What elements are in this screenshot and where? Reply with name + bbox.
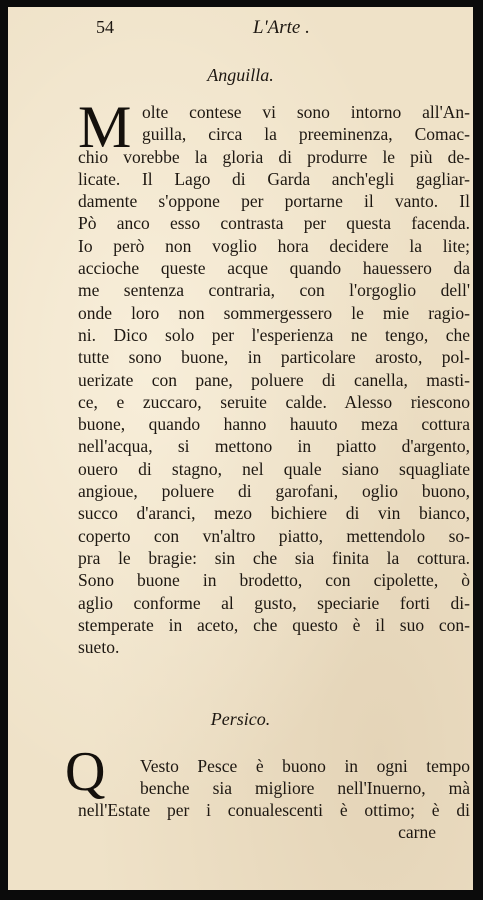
text-line: uerizate con pane, poluere di canella, masti-	[78, 369, 470, 390]
text-line: pra le bragie: sin che sia finita la cottura.	[78, 547, 470, 568]
paragraph-anguilla	[78, 101, 470, 658]
text-line: accioche queste acque quando hauessero da	[78, 258, 470, 279]
text-line: licate. Il Lago di Garda anch'egli gagliar-	[78, 168, 470, 189]
text-line: ni. Dico solo per l'esperienza ne tengo, che	[78, 324, 470, 345]
section-title-anguilla: Anguilla.	[207, 65, 274, 85]
text-line: angioue, poluere di garofani, oglio buono,	[78, 481, 470, 502]
text-line: Io però non voglio hora decidere la lite;	[78, 235, 470, 256]
text-line: coperto con vn'altro piatto, mettendolo so-	[78, 525, 470, 546]
text-line: guilla, circa la preeminenza, Comac-	[142, 124, 470, 145]
running-head: L'Arte .	[253, 17, 310, 38]
section-title-persico: Persico.	[210, 709, 271, 729]
text-line: me sentenza contraria, con l'orgoglio dell'	[78, 280, 470, 301]
text-line: onde loro non sommergessero le mie ragio-	[78, 302, 470, 323]
text-line: benche sia migliore nell'Inuerno, mà	[140, 778, 470, 798]
text-line: stemperate in aceto, che questo è il suo con-	[78, 614, 470, 635]
text-line: chio vorebbe la gloria di produrre le più de-	[78, 146, 470, 167]
text-line: Sono buone in brodetto, con cipolette, ò	[78, 570, 470, 591]
page-header	[8, 17, 473, 41]
drop-cap-q: Q	[65, 741, 106, 803]
text-line: buone, quando hanno hauuto meza cottura	[78, 414, 470, 435]
text-line: olte contese vi sono intorno all'An-	[142, 102, 470, 122]
text-line: ouero di stagno, nel quale siano squagliate	[78, 458, 470, 479]
text-line: succo d'aranci, mezo bichiere di vin bianco,	[78, 503, 470, 524]
book-page	[8, 7, 473, 890]
catchword: carne	[398, 822, 436, 842]
text-line: tutte sono buone, in particolare arosto, pol-	[78, 347, 470, 368]
drop-cap-m: M	[78, 94, 132, 160]
text-line: sueto.	[78, 637, 120, 658]
text-line: aglio conforme al gusto, speciarie forti di-	[78, 592, 470, 613]
text-line: Pò anco esso contrasta per questa facenda.	[78, 213, 470, 234]
page-number: 54	[96, 17, 114, 37]
text-line: ce, e zuccaro, seruite calde. Alesso riescono	[78, 391, 470, 412]
text-line: nell'Estate per i conualescenti è ottimo; è di	[78, 800, 470, 820]
paragraph-persico	[78, 755, 470, 843]
text-line: nell'acqua, si mettono in piatto d'argento,	[78, 436, 470, 457]
text-line: damente s'oppone per portarne il vanto. Il	[78, 191, 470, 212]
text-line: Vesto Pesce è buono in ogni tempo	[140, 756, 470, 776]
